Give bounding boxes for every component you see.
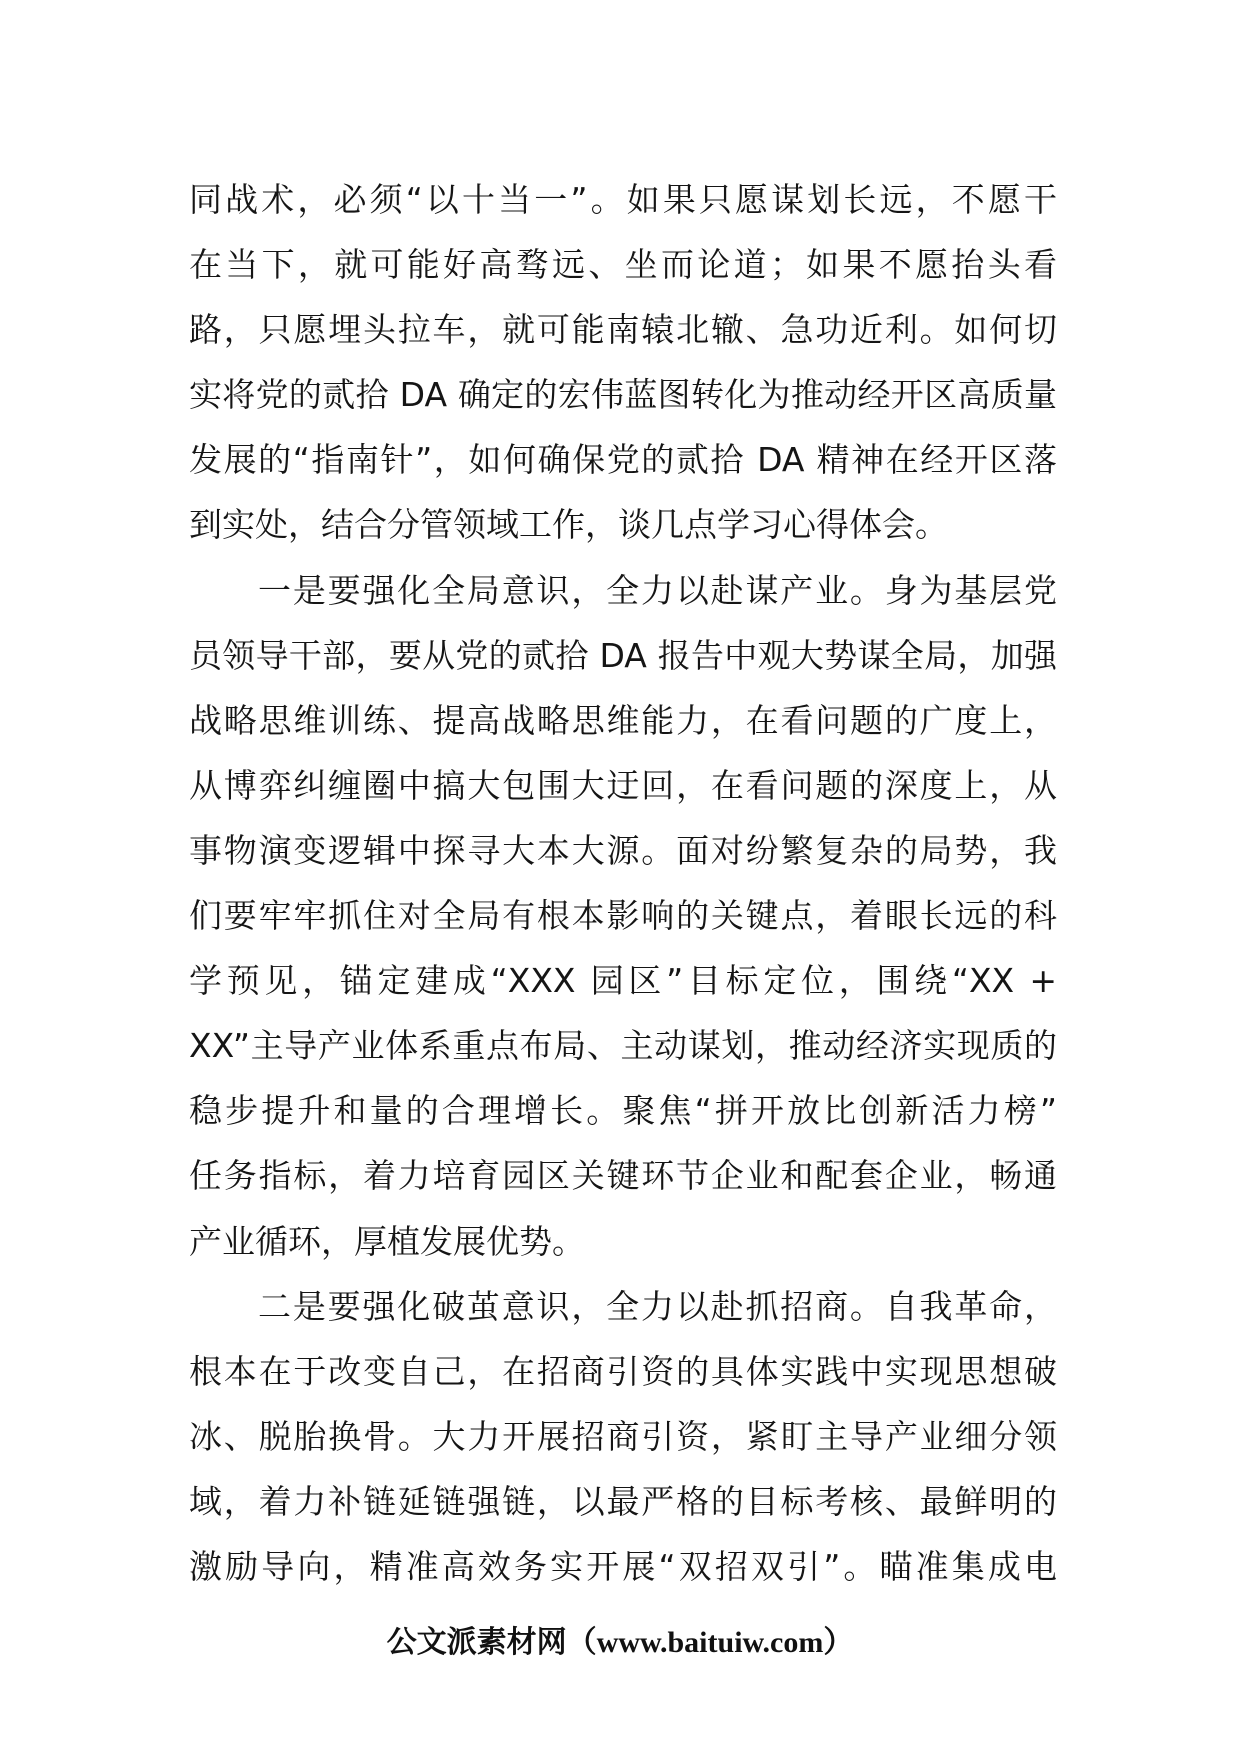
text-line: 同战术，必须“以十当一”。如果只愿谋划长远，不愿干 xyxy=(189,180,1057,219)
text-line: 冰、脱胎换骨。大力开展招商引资，紧盯主导产业细分领 xyxy=(189,1416,1057,1456)
text-line: 们要牢牢抓住对全局有根本影响的关键点，着眼长远的科 xyxy=(189,896,1057,936)
text-line: 一是要强化全局意识，全力以赴谋产业。身为基层党 xyxy=(258,570,1057,610)
text-line: 员领导干部，要从党的贰拾 DA 报告中观大势谋全局，加强 xyxy=(189,635,1057,675)
text-line: 二是要强化破茧意识，全力以赴抓招商。自我革命， xyxy=(258,1286,1057,1326)
document-body xyxy=(189,167,1057,1599)
text-line: 实将党的贰拾 DA 确定的宏伟蓝图转化为推动经开区高质量 xyxy=(189,375,1057,415)
text-line: 从博弈纠缠圈中搞大包围大迂回，在看问题的深度上，从 xyxy=(189,765,1057,805)
text-line: 任务指标，着力培育园区关键环节企业和配套企业，畅通 xyxy=(189,1156,1057,1196)
text-line: 事物演变逻辑中探寻大本大源。面对纷繁复杂的局势，我 xyxy=(189,830,1057,870)
text-line: 路，只愿埋头拉车，就可能南辕北辙、急功近利。如何切 xyxy=(189,310,1057,350)
text-line: 稳步提升和量的合理增长。聚焦“拼开放比创新活力榜” xyxy=(189,1091,1057,1131)
text-line: 战略思维训练、提高战略思维能力，在看问题的广度上， xyxy=(189,700,1057,740)
text-line: 在当下，就可能好高骛远、坐而论道；如果不愿抬头看 xyxy=(189,245,1057,285)
text-line: 激励导向，精准高效务实开展“双招双引”。瞄准集成电 xyxy=(189,1546,1057,1586)
text-line: 产业循环，厚植发展优势。 xyxy=(189,1221,585,1261)
text-line: 到实处，结合分管领域工作，谈几点学习心得体会。 xyxy=(189,505,948,545)
paragraph xyxy=(189,167,1057,558)
paragraph xyxy=(189,558,1057,1274)
footer-source-text: 公文派素材网（www.baituiw.com） xyxy=(386,1626,854,1659)
text-line: XX”主导产业体系重点布局、主动谋划，推动经济实现质的 xyxy=(189,1026,1057,1066)
text-line: 发展的“指南针”，如何确保党的贰拾 DA 精神在经开区落 xyxy=(189,440,1057,480)
text-line: 域，着力补链延链强链，以最严格的目标考核、最鲜明的 xyxy=(189,1481,1057,1521)
text-line: 学预见，锚定建成“XXX 园区”目标定位，围绕“XX + xyxy=(189,961,1057,1001)
text-line: 根本在于改变自己，在招商引资的具体实践中实现思想破 xyxy=(189,1351,1057,1391)
paragraph xyxy=(189,1274,1057,1599)
